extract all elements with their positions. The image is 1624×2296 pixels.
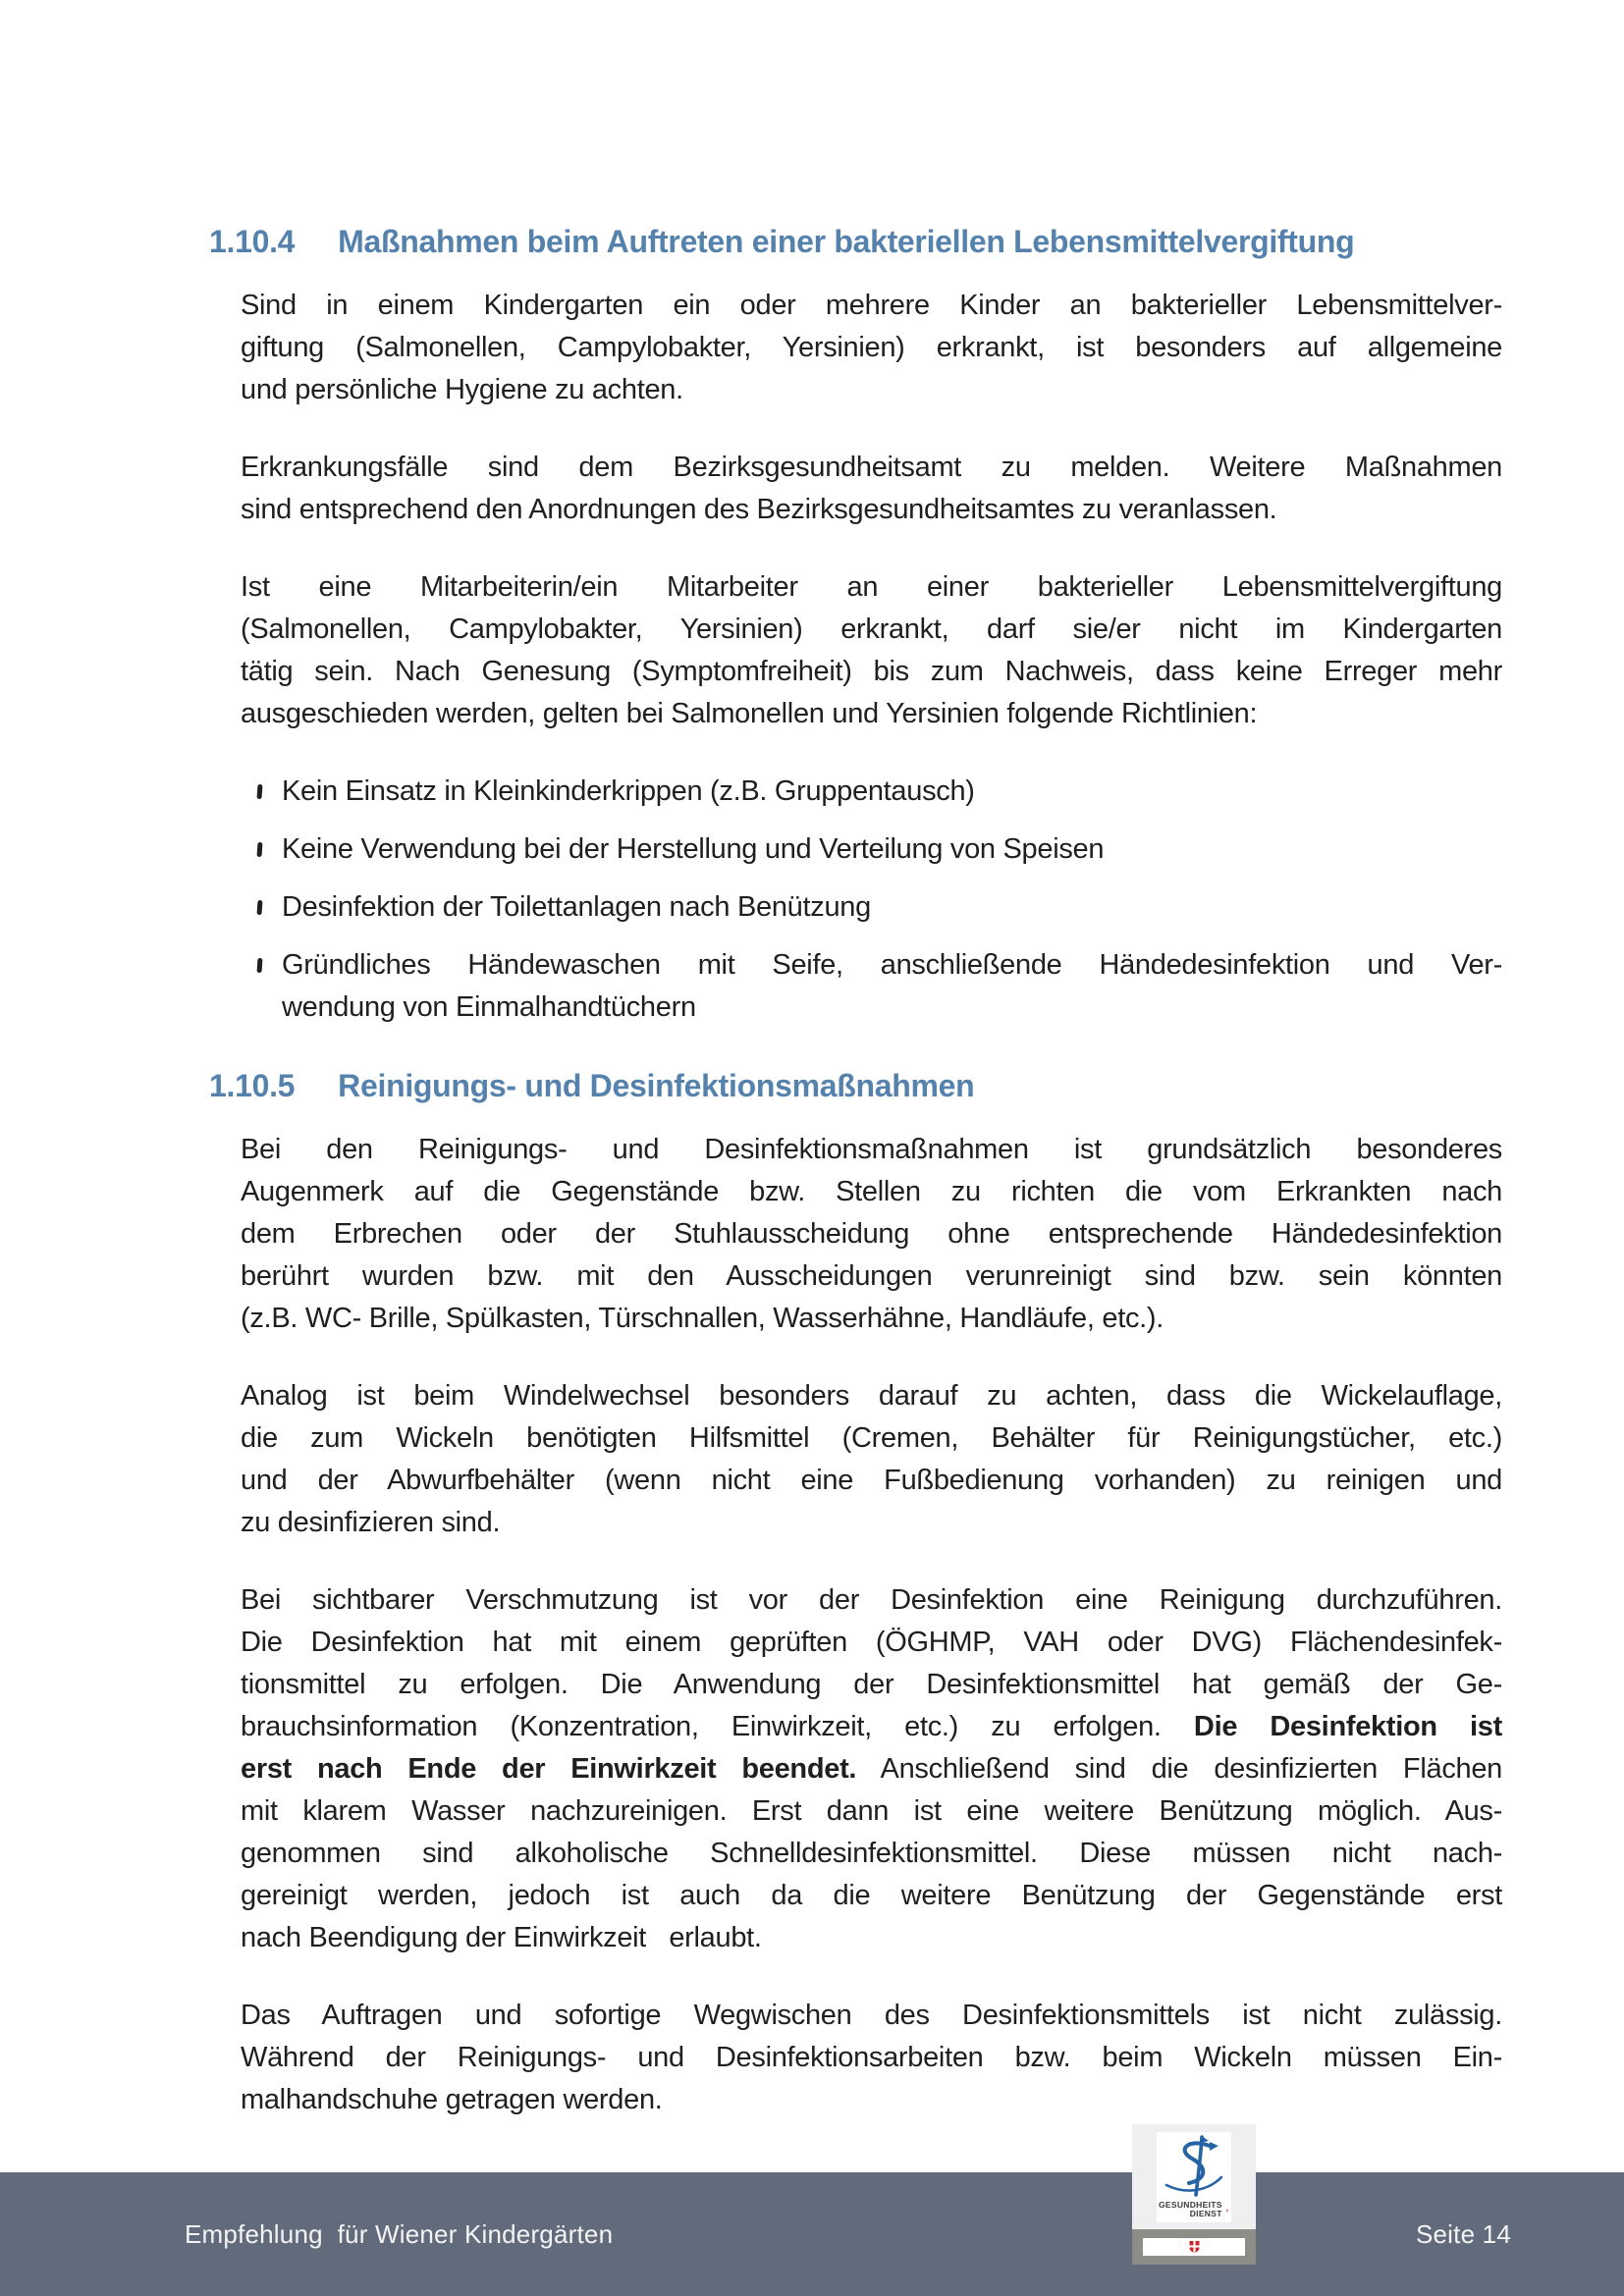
paragraph: Bei sichtbarer Verschmutzung ist vor der Desinfektion eine Reinigung durchzuführen. Die Desinfektion hat mit einem geprüften (ÖGHMP, VAH oder DVG) Flächendesinfek- tionsmittel zu erfolgen. Die Anwendung der Desinfektionsmittel hat gemäß der Ge- brauchsinformation (Konzentration, Einwirkzeit, etc.) zu erfolgen. Die Desinfektion ist erst nach Ende der Einwirkzeit beendet. Anschließend sind die desinfizierten Flächen mit klarem Wasser nachzureinigen. Erst dann ist eine weitere Benützung möglich. Aus- genommen sind alkoholische Schnelldesinfektionsmittel. Diese müssen nicht nach- gereinigt werden, jedoch ist auch da die weitere Benützung der Gegenstände erst nach Beendigung der Einwirkzeit erlaubt. <box>241 1584 1503 1953</box>
section-number: 1.10.4 <box>209 224 296 259</box>
section-title: Maßnahmen beim Auftreten einer bakteriellen Lebensmittelvergiftung <box>338 224 1355 259</box>
logo-org-line1: GESUNDHEITS <box>1159 2200 1222 2210</box>
bullet-text: Kein Einsatz in Kleinkinderkrippen (z.B. Gruppentausch) <box>282 775 975 807</box>
logo-strip <box>1132 2229 1256 2265</box>
bullet-icon <box>256 784 262 799</box>
gesundheitsdienst-label <box>1159 2201 1222 2218</box>
section-heading-1-10-5 <box>209 1066 1502 1105</box>
paragraph: Analog ist beim Windelwechsel besonders darauf zu achten, dass die Wickelauflage, die zum Wickeln benötigten Hilfsmittel (Cremen, Behälter für Reinigungstücher, etc.) und der Abwurfbehälter (wenn nicht eine Fußbedienung vorhanden) zu reinigen und zu desinfizieren sind. <box>241 1380 1502 1538</box>
logo-card <box>1132 2124 1256 2229</box>
bullet-item <box>257 886 1502 929</box>
bullet-icon <box>256 900 262 915</box>
bullet-text: Desinfektion der Toilettanlagen nach Benützung <box>282 891 871 923</box>
bullet-item <box>257 944 1502 1029</box>
paragraph: Bei den Reinigungs- und Desinfektionsmaßnahmen ist grundsätzlich besonderes Augenmerk auf die Gegenstände bzw. Stellen zu richten die vom Erkrankten nach dem Erbrechen oder der Stuhlausscheidung ohne entsprechende Händedesinfektion berührt wurden bzw. mit den Ausscheidungen verunreinigt sind bzw. sein könnten (z.B. WC- Brille, Spülkasten, Türschnallen, Wasserhähne, Handläufe, etc.). <box>241 1134 1502 1334</box>
footer-document-title: Empfehlung für Wiener Kindergärten <box>185 2218 614 2249</box>
section-number: 1.10.5 <box>209 1068 296 1103</box>
paragraph: Erkrankungsfälle sind dem Bezirksgesundheitsamt zu melden. Weitere Maßnahmen sind entsprechend den Anordnungen des Bezirksgesundheitsamtes zu veranlassen. <box>241 452 1502 525</box>
paragraph: Das Auftragen und sofortige Wegwischen des Desinfektionsmittels ist nicht zulässig. Während der Reinigungs- und Desinfektionsarbeiten bzw. beim Wickeln müssen Ein- malhandschuhe getragen werden. <box>241 2000 1502 2115</box>
bullet-icon <box>256 842 262 857</box>
vienna-shield-icon <box>1189 2240 1200 2254</box>
footer-bar <box>0 2172 1624 2296</box>
section-heading-1-10-4 <box>209 222 1502 261</box>
logo-org-line2: DIENST <box>1189 2209 1222 2218</box>
paragraph: Ist eine Mitarbeiterin/ein Mitarbeiter an einer bakterieller Lebensmittelvergiftung (Salmonellen, Campylobakter, Yersinien) erkrankt, darf sie/er nicht im Kindergarten tätig sein. Nach Genesung (Symptomfreiheit) bis zum Nachweis, dass keine Erreger mehr ausgeschieden werden, gelten bei Salmonellen und Yersinien folgende Richtlinien: <box>241 571 1502 729</box>
logo-caption-row <box>1157 2201 1231 2222</box>
bullet-text: Keine Verwendung bei der Herstellung und Verteilung von Speisen <box>282 833 1105 865</box>
bullet-text: Gründliches Händewaschen mit Seife, anschließende Händedesinfektion und Ver- wendung von Einmalhandtüchern <box>282 949 1502 1023</box>
paragraph: Sind in einem Kindergarten ein oder mehrere Kinder an bakterieller Lebensmittelver- giftung (Salmonellen, Campylobakter, Yersinien) erkrankt, ist besonders auf allgemeine und persönliche Hygiene zu achten. <box>241 290 1502 405</box>
aesculapius-staff-icon <box>1163 2134 1225 2203</box>
vienna-shield-icon <box>1226 2203 1228 2218</box>
page-number: Seite 14 <box>1415 2218 1511 2249</box>
bullet-list <box>257 771 1502 1029</box>
bullet-item <box>257 771 1502 813</box>
logo-inner <box>1157 2132 1231 2222</box>
section-title: Reinigungs- und Desinfektionsmaßnahmen <box>338 1068 975 1103</box>
bullet-item <box>257 828 1502 871</box>
gesundheitsdienst-logo <box>1132 2124 1256 2265</box>
bullet-icon <box>256 958 262 973</box>
logo-strip-panel <box>1143 2238 1245 2256</box>
